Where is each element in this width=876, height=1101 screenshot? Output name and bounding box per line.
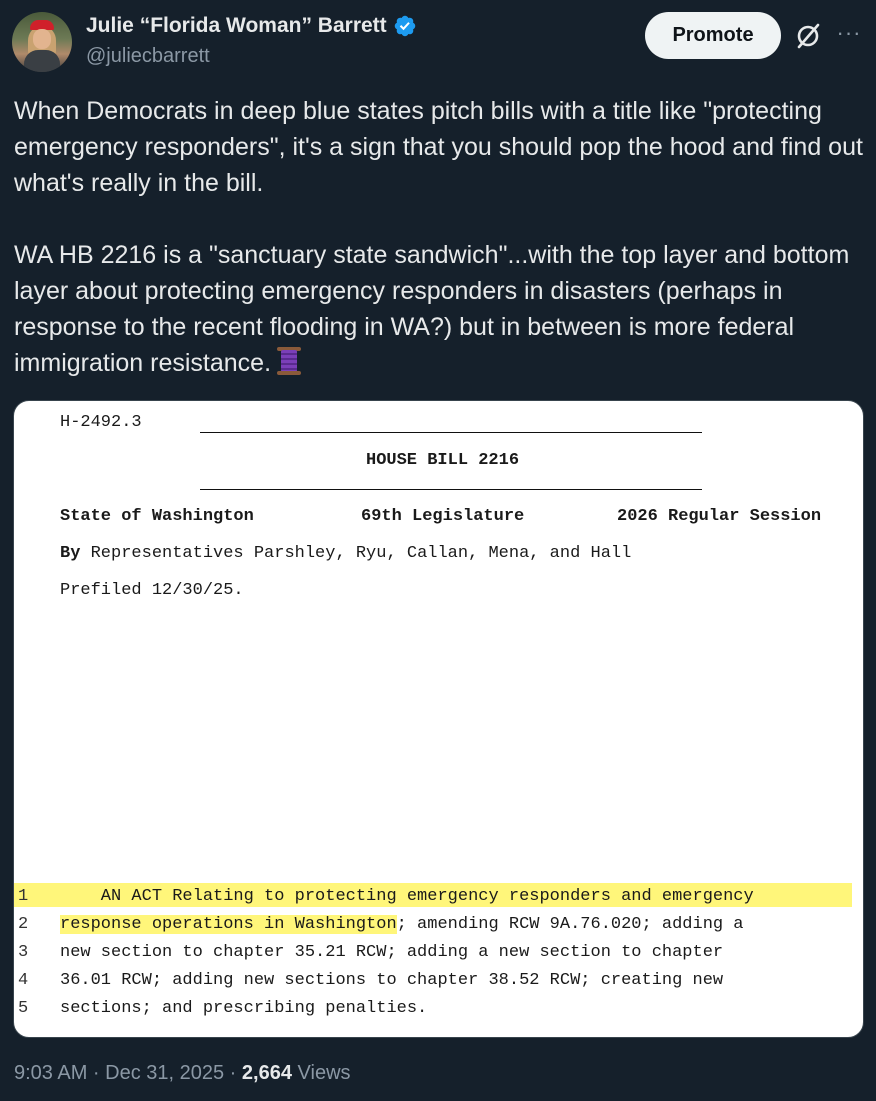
avatar-body <box>24 50 60 72</box>
prefiled-date: Prefiled 12/30/25. <box>60 581 244 600</box>
state-label: State of Washington <box>60 507 254 526</box>
divider <box>200 489 702 490</box>
bill-line: 36.01 RCW; adding new sections to chapter 38.52 RCW; creating new <box>60 971 724 990</box>
author-name-row <box>86 14 417 38</box>
document-code: H-2492.3 <box>60 413 142 432</box>
author-handle[interactable]: @juliecbarrett <box>86 45 210 67</box>
more-icon[interactable]: ··· <box>836 20 862 45</box>
tweet-meta <box>14 1062 351 1085</box>
bill-title: HOUSE BILL 2216 <box>366 451 520 470</box>
tweet-paragraph <box>14 237 864 381</box>
bill-document-image[interactable] <box>13 400 864 1038</box>
line-number: 1 <box>18 887 29 906</box>
timestamp[interactable]: 9:03 AM · Dec 31, 2025 · <box>14 1062 242 1084</box>
views-label: Views <box>291 1062 351 1084</box>
line-number: 3 <box>18 943 29 962</box>
line-number: 5 <box>18 999 29 1018</box>
grok-icon[interactable] <box>792 20 824 52</box>
bill-line-highlight: AN ACT Relating to protecting emergency responders and emergency <box>60 887 754 906</box>
sponsors-line <box>60 544 631 563</box>
author-name[interactable]: Julie “Florida Woman” Barrett <box>86 14 387 37</box>
verified-badge-icon <box>393 14 417 38</box>
bill-line: new section to chapter 35.21 RCW; adding a new section to chapter <box>60 943 724 962</box>
tweet-header <box>0 0 876 90</box>
tweet-paragraph: When Democrats in deep blue states pitch bills with a title like "protecting emergency responders", it's a sign that you should pop the hood and find out what's really in the bill. <box>14 97 870 197</box>
avatar[interactable] <box>12 12 72 72</box>
sponsors-prefix: By <box>60 544 81 563</box>
sponsors: Representatives Parshley, Ryu, Callan, Mena, and Hall <box>90 544 632 563</box>
tweet-text <box>14 93 870 381</box>
tweet-paragraph-text: WA HB 2216 is a "sanctuary state sandwich"...with the top layer and bottom layer about protecting emergency responders in disasters (perhaps in response to the recent flooding in WA?) but in between is more federal immigration resistance. <box>14 241 857 377</box>
views-count: 2,664 <box>241 1062 292 1084</box>
divider <box>200 432 702 433</box>
promote-button[interactable]: Promote <box>645 12 781 59</box>
session-label: 2026 Regular Session <box>617 507 822 526</box>
line-number: 4 <box>18 971 29 990</box>
thread-spool-emoji-icon <box>275 346 303 376</box>
bill-line-highlight: response operations in Washington <box>60 915 397 934</box>
bill-line <box>60 915 744 934</box>
line-number: 2 <box>18 915 29 934</box>
bill-line-text: ; amending RCW 9A.76.020; adding a <box>396 915 744 934</box>
bill-line: sections; and prescribing penalties. <box>60 999 428 1018</box>
legislature-label: 69th Legislature <box>361 507 525 526</box>
bill-line <box>60 887 754 906</box>
avatar-face <box>33 29 51 49</box>
